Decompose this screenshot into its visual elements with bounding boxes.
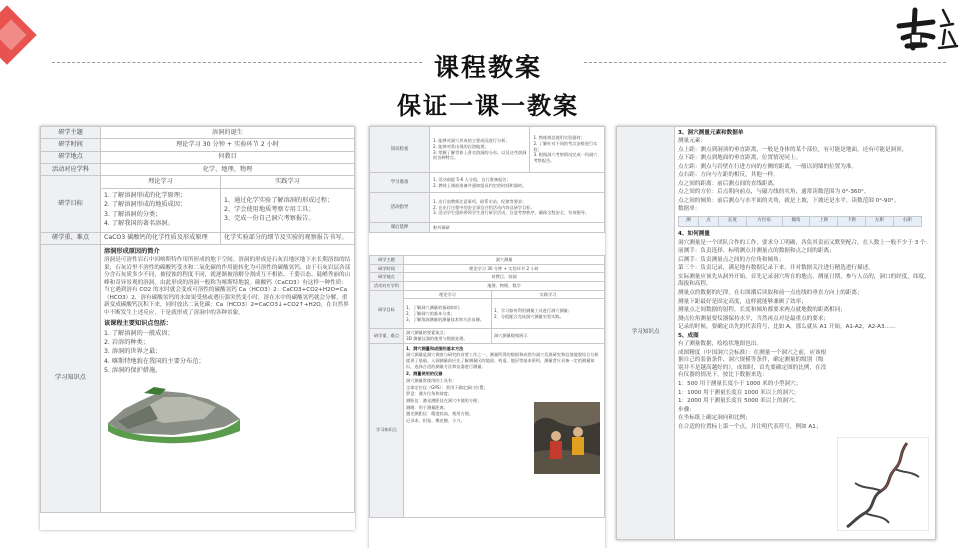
karst-landscape-image	[104, 379, 244, 445]
row-value: 溶洞的诞生	[101, 127, 355, 139]
paragraph: 点下距：测点到地面的垂直距离，位置情况同上。	[678, 155, 802, 162]
list-item: 记录本、铅笔、橡皮擦、小刀。	[406, 418, 465, 424]
page-title: 课程教案	[433, 53, 542, 82]
paragraph: 有了测量数据，绘绘状地图也出。	[678, 341, 762, 348]
paragraph: 溶洞是可溶性岩石中因喀斯特作用所形成的地下空间。溶洞的形成是石灰岩地区地下水长期溶蚀的结果，石灰岩里不溶性的碳酸钙受水和二氧化碳的作用能转化为可溶性的碳酸氢钙。由于石灰岩层各部分含石灰质多少不同，被侵蚀的程度不同，就逐渐被溶解分割成互不相依、千姿百态、陡峭秀丽的山峰和奇异景观的溶洞。由此形成的溶洞一般称为喀斯特地貌。碳酸钙（CaCO3）有这样一种性质：当它遇到溶有 CO2 的水时就会变成可溶性的碳酸氢钙 Ca（HCO3）2：CaCO3+CO2+H2O=Ca（HCO3）2，溶有碳酸氢钙的水如果受热或遇压强突然变小时，溶在水中的碳酸氢钙就会分解，重新变成碳酸钙沉积下来，同时放出二氧化碳：Ca（HCO3）2=CaCO3↓+CO2↑+H2O，在自然界中不断发生上述反应，于是就形成了溶洞中的各种景象。	[104, 257, 351, 316]
theory-header: 理论学习	[404, 290, 492, 299]
row-value: 1. 活动前提 5-6 人分组，自行准备报名； 2. 教师上课前准备并通知组员约定的时间和器材。	[430, 173, 605, 193]
list-item: 在合适的位置标上第一个点，并注明代表符号，例如 A1；	[678, 423, 822, 430]
row-label: 研学时间	[370, 264, 404, 273]
list-item: 3、完成一份自己洞穴考察报告。	[224, 215, 315, 223]
paragraph: 记录的时候，要确定出先的代表符号，比如 A，那么就从 A1 开始，A1-A2，A2-A3……	[678, 324, 896, 331]
list-item: 4. 了解我国的著名溶洞。	[104, 220, 174, 228]
page-subtitle: 保证一课一教案	[397, 92, 579, 120]
paragraph: 数据单：	[678, 206, 701, 213]
knowledge-label: 学习知识点	[41, 245, 101, 513]
table-row	[370, 264, 605, 273]
table-row	[41, 164, 355, 176]
key-label: 研学重、难点	[41, 232, 101, 244]
list-item: 1. 了解溶洞的一般成因；	[104, 329, 174, 337]
brand-logo	[893, 4, 965, 52]
row-value: 何教目、容洞	[404, 273, 605, 282]
list-item: 2. 岩溶的种类；	[104, 339, 149, 347]
row-label: 研学地点	[41, 151, 101, 163]
list-item: 测绳：用于测量距离；	[406, 404, 448, 410]
list-item: 1：500 用于测量长度小于 1000 米的小型洞穴；	[678, 381, 802, 387]
section-heading: 3、洞穴测量元素和数据单	[678, 129, 744, 136]
row-value: 洞穴测量	[404, 255, 605, 264]
table-row	[41, 245, 355, 513]
row-label: 活动对应学科	[370, 281, 404, 290]
section-heading: 1、洞穴测量和成图的基本方法	[406, 345, 464, 351]
list-item: 1：1000 用于测量长度在 1000 米以上的洞穴；	[678, 389, 800, 396]
mapping-steps	[678, 341, 828, 431]
table-header-cell: 左距	[866, 216, 894, 226]
row-value: 化学、地理、物理	[101, 164, 355, 176]
row-label: 研学地点	[370, 273, 404, 282]
section-heading: 4、如何测量	[678, 231, 710, 238]
row-value: 地理、物理、数学	[404, 281, 605, 290]
row-value: 理论学习 30 分钟 + 实验环节 2 小时	[101, 139, 355, 151]
row-label: 学习准备	[370, 173, 430, 193]
paragraph: 测量点之间数据的射程，长度和倾角都要求两点就地数的距离相同；	[678, 307, 846, 314]
list-item: 洞穴测量常使用的工具有：	[406, 378, 457, 383]
list-item: 3. 溶洞的世界之最；	[104, 348, 162, 356]
goal-label: 研学目标	[370, 290, 404, 329]
list-item: 1. 了解溶洞形成的化学原理；	[104, 192, 187, 200]
key-practice: 洞穴测量数据展示	[492, 329, 605, 343]
table-row	[370, 273, 605, 282]
table-row	[41, 127, 355, 139]
section-heading: 溶洞形成原因的简介	[104, 247, 160, 255]
knowledge-content	[675, 127, 936, 540]
list-item: 1：2000 用于测量长度在 5000 米以上的洞穴。	[678, 398, 800, 405]
paragraph: 测点位角测量要仪器保持水平，当然再点对是最重点的要求；	[678, 315, 830, 322]
table-header-cell: 方位角	[746, 216, 782, 226]
paragraph: 第三个：负责记录，满足地有数据记录下来，并对数据关注进行精选进行描述。	[678, 265, 874, 272]
paragraph: 测量元素：	[678, 138, 706, 145]
table-row	[41, 151, 355, 163]
table-row	[41, 139, 355, 151]
cave-survey-photo	[534, 402, 600, 474]
table-row	[370, 127, 605, 173]
practice-header: 实践学习	[221, 176, 355, 188]
paragraph: 点左距：测点与岩壁在行进方向的左侧的距离，一般以到墙的位置为准。	[678, 163, 858, 170]
row-label: 活动对应学科	[41, 164, 101, 176]
data-sheet-table	[678, 216, 922, 227]
table-header-cell: 测	[679, 216, 699, 226]
row-value: 何教目	[101, 151, 355, 163]
section-heading: 该课程主要知识点包括：	[104, 320, 173, 328]
page-gap	[369, 233, 605, 255]
table-header-cell: 点	[698, 216, 718, 226]
paragraph: 测量下距最好是固定高度，这样就能够兼顾了效率；	[678, 298, 807, 305]
row-label: 研学主题	[370, 255, 404, 264]
row-label: 研学主题	[41, 127, 101, 139]
key-label: 研学重、难点	[370, 329, 404, 343]
knowledge-label: 学习知识点	[617, 127, 675, 540]
table-row	[41, 176, 355, 188]
list-item: 1、通过化学实验了解溶洞的形成过程；	[224, 196, 334, 204]
list-item: 在坐标纸上确定洞向和比例；	[678, 415, 751, 422]
table-header-cell: 长度	[718, 216, 746, 226]
paragraph: 实际测量应该先从洞外开始，首先记录洞穴所在的地点，测量日期，参与人员的，洞口的经度，纬度，海拔和高程。	[678, 273, 930, 288]
paragraph: 点右距：方向与左距的相反，其他一样。	[678, 172, 779, 179]
table-row	[370, 281, 605, 290]
list-item: 2、学会使用地质考察专用工具；	[224, 206, 315, 214]
practice-header: 实践学习	[492, 290, 605, 299]
list-item: 步骤：	[678, 406, 695, 413]
paragraph: 洞穴测量是一个团队合作的工作，要求分工明确，各负其责而又默契配合，在人数上一般不少于 3 个：	[678, 239, 932, 246]
list-item: 激光测距仪：精度较高，使用方便。	[406, 411, 474, 417]
section-heading: 2、测量使用的仪器	[406, 371, 443, 377]
list-item: 3. 了解溶洞的分类；	[104, 210, 162, 218]
theory-goals: 1、了解洞穴测量的基础知识； 2、了解洞穴的基本分类； 3、了解溶洞测量的测量技术和方法步骤。	[404, 299, 492, 329]
row-value: 1. 出行前教师注意事项，联系车站，纪律等要求； 2. 在出行过程中的安全事宜介绍活动内容及研学目标； 3. 活动学生组织带领学生进行研学活动，注意考察秩序，确保全程安全，有效指导。	[430, 193, 605, 223]
table-row	[370, 299, 605, 329]
paragraph: 前测手：负责选择、标明测点并测量点的数据和点之间的距离；	[678, 248, 835, 255]
lesson-plan-doc-survey-knowledge	[616, 126, 936, 540]
table-row	[370, 223, 605, 233]
key-theory: CaCO3 碳酸钙的化学性质及形成原理	[101, 232, 221, 244]
table-row	[617, 127, 936, 540]
list-item: 罗盘：测方位角和坡度；	[406, 391, 453, 397]
paragraph: 点之间的方位：后点朝向前点，与磁力线的夹角，通常读数范围为 0°-360°。	[678, 189, 870, 196]
lesson-plan-doc-cave-survey	[369, 126, 605, 548]
paragraph: 点之间的距离：前后测点间的直线距离。	[678, 180, 779, 187]
key-practice: 化学实验部分的细节及实验的观察报告书写。	[221, 232, 355, 244]
row-label: 知识检查	[370, 127, 430, 173]
cave-map-image	[837, 437, 929, 531]
table-row	[370, 290, 605, 299]
list-item: 5. 溶洞的保护措施。	[104, 367, 162, 375]
row-label: 研学时间	[41, 139, 101, 151]
list-item: 2. 了解溶洞形成的地质成因；	[104, 201, 187, 209]
table-row	[679, 216, 922, 226]
lesson-plan-doc-cave-formation	[40, 126, 355, 530]
list-item: 测距仪：激光测距仪在洞穴中使用方便；	[406, 398, 482, 404]
key-theory: 洞穴测量的要素取点； 3D 测量仪器的使用与数据处理。	[404, 329, 492, 343]
row-value: 1. 能够对洞穴形成的主要成因进行分析； 2. 能够对常出现的岩溶地貌； 3. 掌握了解世界上著名溶洞的分布。以及这些溶洞的各种特点。	[430, 127, 530, 173]
row-value: 理论学习 30 分钟 + 实验环节 2 小时	[404, 264, 605, 273]
table-header-cell: 倾角	[782, 216, 810, 226]
theory-header: 理论学习	[101, 176, 221, 188]
row-label: 活动指导	[370, 193, 430, 223]
paragraph: 测量点的数据的纪律，在右图潮后读取和前一点连线的垂直方向上的距离；	[678, 289, 863, 296]
instrument-list	[406, 378, 498, 424]
row-label: 课后延伸	[370, 223, 430, 233]
table-header-cell: 上距	[810, 216, 838, 226]
table-header-cell: 右距	[893, 216, 921, 226]
paragraph: 洞穴测量是洞穴调查与研究的首要工作之一，测量所得的数据和成图为洞穴发展研究和岩溶地貌综合分析提供了基础。入洞测量前应先了解测量区的地质、构造、地层等基本资料，测量者应具备一定的测量知识，选择合适的测量方法和仪器进行测量。	[406, 352, 599, 369]
paragraph: 成图精度（中国洞穴会标准）：在测量一个洞穴之前，应该根据自己的装备条件、洞穴规模等条件，确定测量的级别（级别并不是越高越好的），成图时，首先要确定图的比例，在没有仪器的情况下，按比下数据来选：	[678, 349, 827, 379]
practice-goals: 1、学习如何利用测量工具进行洞穴测量； 2、分组配合完成洞穴测量实验实践。	[492, 299, 605, 329]
knowledge-content	[101, 245, 355, 513]
paragraph: 点之间的倾角：前后测点与水平面的夹角，就是上坡，下坡还是水平，读数范围 0°-90°。	[678, 197, 900, 204]
table-row	[370, 173, 605, 193]
practice-goals	[221, 188, 355, 232]
list-item: 全球定位仪（GPS）：常用于确定洞口位置；	[406, 384, 488, 390]
knowledge-content	[404, 343, 605, 517]
table-header-cell: 下距	[838, 216, 866, 226]
knowledge-label: 学习知识点	[370, 343, 404, 517]
paragraph: 点上距：测点到洞顶的垂直距离，一般是身体的某个部位，有可能是地面，还有可能是洞顶。	[678, 146, 908, 153]
section-heading: 5、成图	[678, 332, 699, 339]
table-row	[370, 329, 605, 343]
goal-label: 研学目标	[41, 176, 101, 232]
row-value: 1. 熟练规范使用实验器材； 2. 了解针对不同的考点安排进行实验； 3. 根据洞穴考察情况完成一份洞穴考察报告。	[530, 127, 605, 173]
row-value: 野外调研	[430, 223, 605, 233]
table-row	[370, 343, 605, 517]
table-row	[370, 255, 605, 264]
table-row	[41, 232, 355, 244]
list-item: 4. 喀斯特地貌在我国的主要分布范；	[104, 357, 205, 365]
theory-goals	[101, 188, 221, 232]
paragraph: 后测手：负责测量点之间的方位角和倾角；	[678, 256, 785, 263]
table-row	[370, 193, 605, 223]
